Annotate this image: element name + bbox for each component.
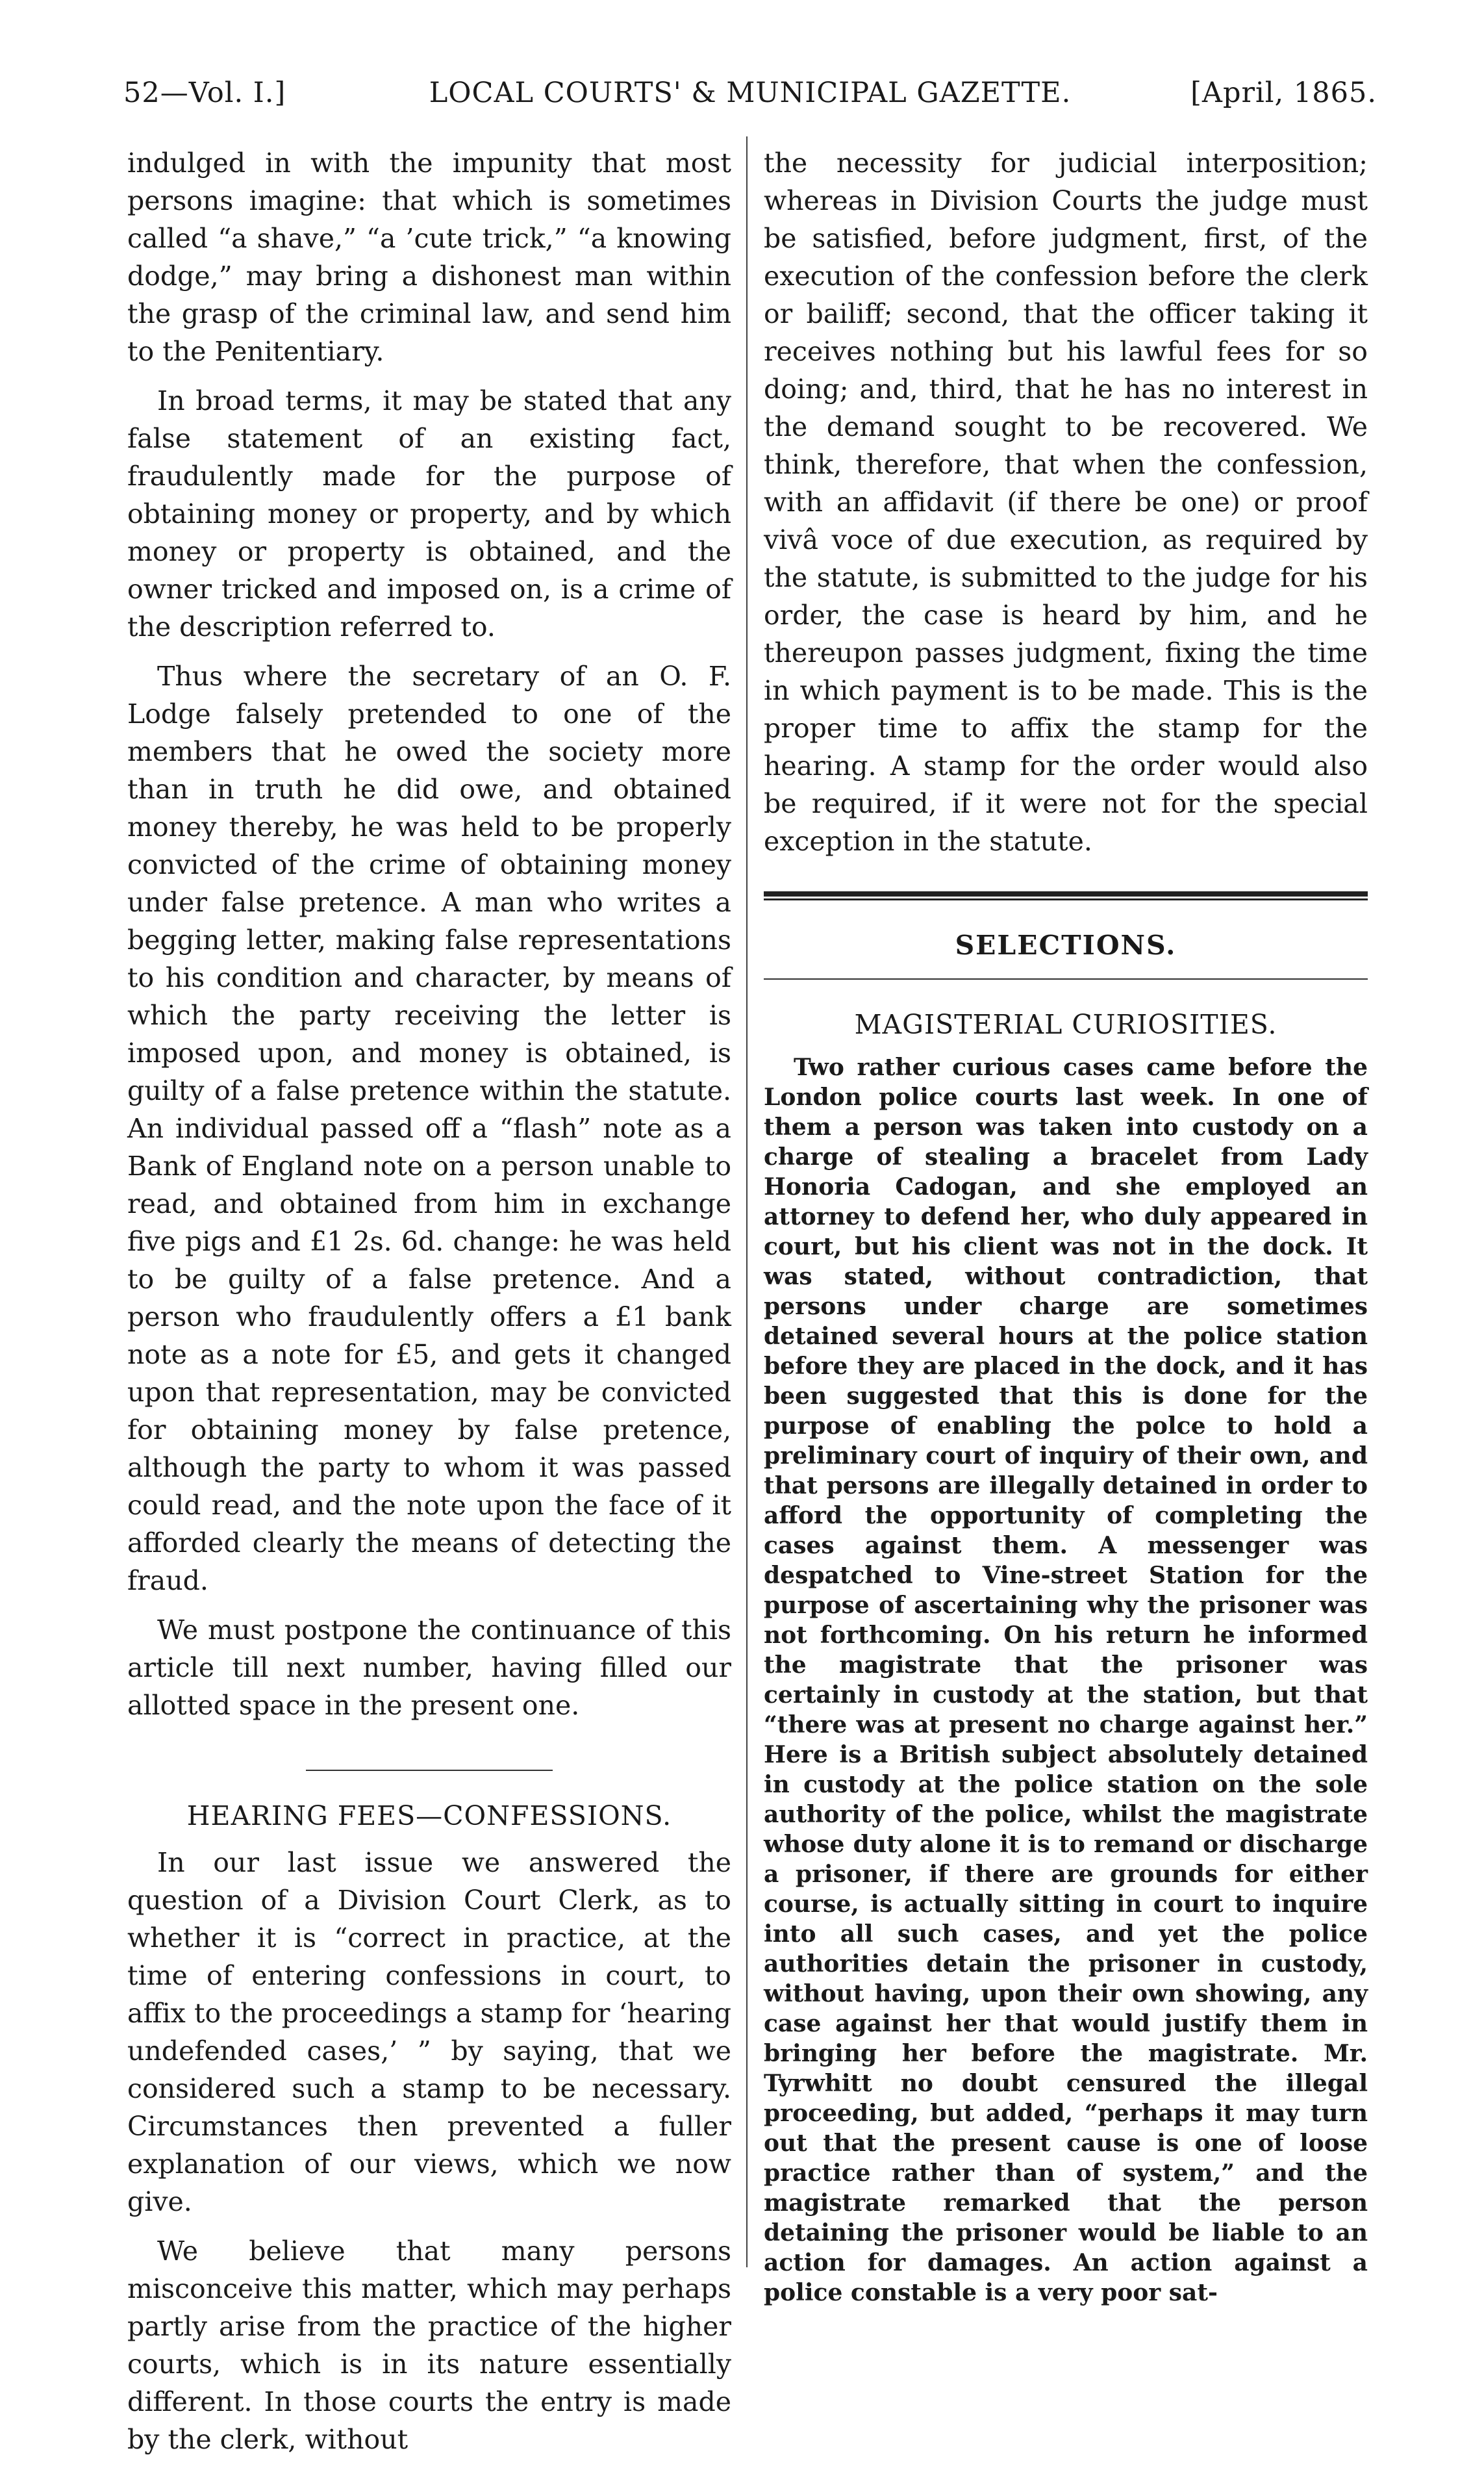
selections-heading: SELECTIONS.: [955, 930, 1177, 961]
publication-title: LOCAL COURTS' & MUNICIPAL GAZETTE.: [429, 77, 1072, 109]
section-divider: [306, 1770, 553, 1771]
paragraph: Two rather curious cases came before the London police courts last week. In one of them a person was taken into custody on a charge of stealing a bracelet from Lady Honoria Cadogan, and she employed an attorney to defend her, who duly appeared in court, but his client was not in the dock. It was stated, without contradiction, that persons under charge are sometimes detained several hours at the police station before they are placed in the dock, and it has been suggested that this is done for the purpose of enabling the polce to hold a preliminary court of inquiry of their own, and that persons are illegally detained in order to afford the opportunity of completing the cases against them. A messenger was despatched to Vine-street Station for the purpose of ascertaining why the prisoner was not forthcoming. On his return he informed the magistrate that the prisoner was certainly in custody at the station, but that “there was at present no charge against her.” Here is a British subject absolutely detained in custody at the police station on the sole authority of the police, whilst the magistrate whose duty alone it is to remand or discharge a prisoner, if there are grounds for either course, is actually sitting in court to inquire into all such cases, and yet the police authorities detain the prisoner in custody, without having, upon their own showing, any case against her that would justify them in bringing her before the magistrate. Mr. Tyrwhitt no doubt censured the illegal proceeding, but added, “perhaps it may turn out that the present cause is one of loose practice rather than of system,” and the magistrate remarked that the person detaining the prisoner would be liable to an action for damages. An action against a police constable is a very poor sat-: [764, 1054, 1368, 2306]
paragraph: In broad terms, it may be stated that any false statement of an existing fact, fraudulently made for the purpose of obtaining money or property, and by which money or property is obtained, and the owner tricked and imposed on, is a crime of the description referred to.: [127, 385, 731, 643]
issue-date: [April, 1865.: [1190, 77, 1377, 109]
article-heading: MAGISTERIAL CURIOSITIES.: [854, 1009, 1277, 1040]
column-divider: [746, 136, 748, 2267]
paragraph: We must postpone the continuance of this article till next number, having filled our allotted space in the present one.: [127, 1614, 731, 1721]
paragraph: indulged in with the impunity that most persons imagine: that which is sometimes called “a shave,” “a ’cute trick,” “a knowing dodge,” may bring a dishonest man within the grasp of the criminal law, and send him to the Penitentiary.: [127, 147, 731, 367]
left-column: [127, 144, 731, 2470]
page-number-volume: 52—Vol. I.]: [123, 77, 286, 109]
article-body: [764, 1052, 1368, 2308]
section-heading: HEARING FEES—CONFESSIONS.: [186, 1800, 672, 1831]
right-column: [764, 144, 1368, 2308]
thin-rule: [764, 978, 1368, 980]
paragraph: In our last issue we answered the question of a Division Court Clerk, as to whether it is “correct in practice, at the time of entering confessions in court, to affix to the proceedings a stamp for ‘hearing undefended cases,’ ” by saying, that we considered such a stamp to be necessary. Circumstances then prevented a fuller explanation of our views, which we now give.: [127, 1847, 731, 2217]
page-header: [123, 77, 1377, 116]
paragraph: Thus where the secretary of an O. F. Lodge falsely pretended to one of the members that he owed the society more than in truth he did owe, and obtained money thereby, he was held to be properly convicted of the crime of obtaining money under false pretence. A man who writes a begging letter, making false representations to his condition and character, by means of which the party receiving the letter is imposed upon, and money is obtained, is guilty of a false pretence within the statute. An individual passed off a “flash” note as a Bank of England note on a person unable to read, and obtained from him in exchange five pigs and £1 2s. 6d. change: he was held to be guilty of a false pretence. And a person who fraudulently offers a £1 bank note as a note for £5, and gets it changed upon that representation, may be convicted for obtaining money by false pretence, although the party to whom it was passed could read, and the note upon the face of it afforded clearly the means of detecting the fraud.: [127, 661, 731, 1596]
paragraph: the necessity for judicial interposition; whereas in Division Courts the judge must be satisfied, before judgment, first, of the execution of the confession before the clerk or bailiff; second, that the officer taking it receives nothing but his lawful fees for so doing; and, third, that he has no interest in the demand sought to be recovered. We think, therefore, that when the confession, with an affidavit (if there be one) or proof vivâ voce of due execution, as required by the statute, is submitted to the judge for his order, the case is heard by him, and he thereupon passes judgment, fixing the time in which payment is to be made. This is the proper time to affix the stamp for the hearing. A stamp for the order would also be required, if it were not for the special exception in the statute.: [764, 147, 1368, 857]
double-rule: [764, 891, 1368, 900]
paragraph: We believe that many persons misconceive this matter, which may perhaps partly arise from the practice of the higher courts, which is in its nature essentially different. In those courts the entry is made by the clerk, without: [127, 2235, 731, 2455]
